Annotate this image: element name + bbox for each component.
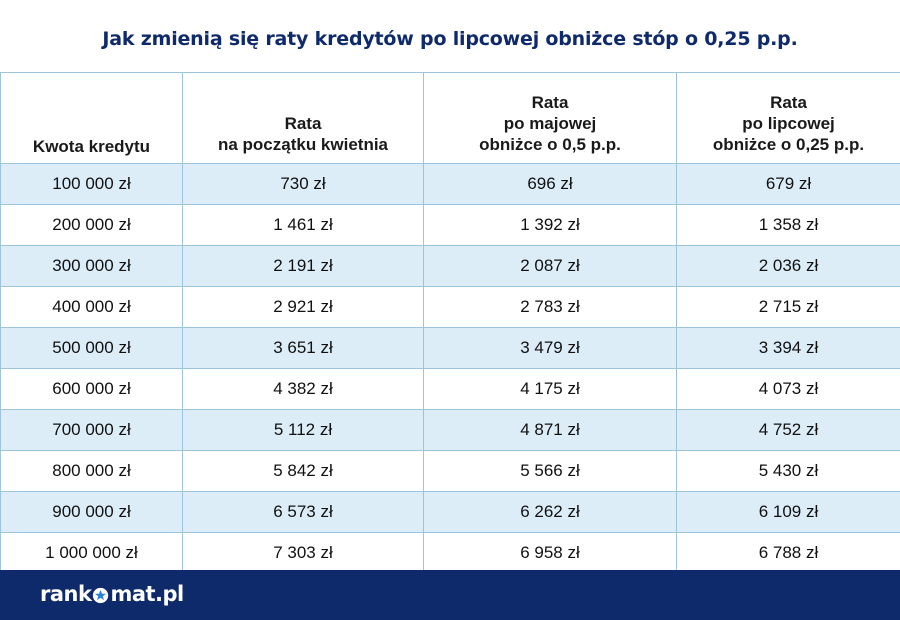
table-row bbox=[1, 533, 900, 574]
cell-loan-amount: 300 000 zł bbox=[1, 246, 183, 287]
cell-rate-may: 3 479 zł bbox=[424, 328, 677, 369]
header-line: na początku kwietnia bbox=[217, 135, 389, 154]
cell-loan-amount: 200 000 zł bbox=[1, 205, 183, 246]
table-row bbox=[1, 410, 900, 451]
table-row bbox=[1, 287, 900, 328]
cell-rate-july: 2 036 zł bbox=[677, 246, 900, 287]
cell-loan-amount: 400 000 zł bbox=[1, 287, 183, 328]
cell-loan-amount: 800 000 zł bbox=[1, 451, 183, 492]
cell-rate-may: 6 262 zł bbox=[424, 492, 677, 533]
header-line: obniżce o 0,5 p.p. bbox=[479, 135, 621, 154]
cell-loan-amount: 100 000 zł bbox=[1, 164, 183, 205]
header-rate-may bbox=[424, 73, 677, 164]
rankomat-logo[interactable] bbox=[40, 582, 184, 606]
cell-rate-april: 3 651 zł bbox=[183, 328, 424, 369]
header-rate-july bbox=[677, 73, 900, 164]
header-line: Rata bbox=[770, 93, 807, 112]
cell-rate-april: 5 112 zł bbox=[183, 410, 424, 451]
cell-rate-april: 5 842 zł bbox=[183, 451, 424, 492]
cell-rate-april: 7 303 zł bbox=[183, 533, 424, 574]
cell-rate-july: 5 430 zł bbox=[677, 451, 900, 492]
cell-loan-amount: 700 000 zł bbox=[1, 410, 183, 451]
table-row bbox=[1, 246, 900, 287]
cell-rate-may: 1 392 zł bbox=[424, 205, 677, 246]
cell-rate-april: 2 921 zł bbox=[183, 287, 424, 328]
cell-rate-april: 730 zł bbox=[183, 164, 424, 205]
page-title: Jak zmienią się raty kredytów po lipcowej obniżce stóp o 0,25 p.p. bbox=[102, 28, 798, 50]
cell-rate-july: 2 715 zł bbox=[677, 287, 900, 328]
table-row bbox=[1, 451, 900, 492]
cell-loan-amount: 500 000 zł bbox=[1, 328, 183, 369]
star-icon bbox=[92, 587, 109, 604]
table-row bbox=[1, 205, 900, 246]
header-loan-amount bbox=[1, 73, 183, 164]
cell-rate-july: 4 073 zł bbox=[677, 369, 900, 410]
table-row bbox=[1, 328, 900, 369]
table-row bbox=[1, 492, 900, 533]
header-line: obniżce o 0,25 p.p. bbox=[712, 135, 865, 154]
cell-rate-july: 3 394 zł bbox=[677, 328, 900, 369]
cell-rate-july: 6 788 zł bbox=[677, 533, 900, 574]
header-line: Rata bbox=[531, 93, 569, 112]
cell-rate-july: 4 752 zł bbox=[677, 410, 900, 451]
cell-rate-may: 2 783 zł bbox=[424, 287, 677, 328]
cell-rate-may: 6 958 zł bbox=[424, 533, 677, 574]
cell-rate-may: 4 871 zł bbox=[424, 410, 677, 451]
loan-rates-table bbox=[0, 72, 900, 574]
cell-rate-may: 2 087 zł bbox=[424, 246, 677, 287]
header-rate-april bbox=[183, 73, 424, 164]
cell-loan-amount: 1 000 000 zł bbox=[1, 533, 183, 574]
cell-loan-amount: 600 000 zł bbox=[1, 369, 183, 410]
cell-rate-april: 6 573 zł bbox=[183, 492, 424, 533]
table-row bbox=[1, 164, 900, 205]
footer-bar bbox=[0, 570, 900, 620]
cell-rate-april: 1 461 zł bbox=[183, 205, 424, 246]
header-line: Rata bbox=[284, 114, 322, 133]
logo-text-suffix: mat.pl bbox=[110, 582, 184, 606]
cell-rate-april: 2 191 zł bbox=[183, 246, 424, 287]
header-line: po majowej bbox=[503, 114, 597, 133]
cell-rate-april: 4 382 zł bbox=[183, 369, 424, 410]
header-line: po lipcowej bbox=[742, 114, 835, 133]
header-line: Kwota kredytu bbox=[32, 137, 151, 156]
cell-rate-july: 6 109 zł bbox=[677, 492, 900, 533]
cell-loan-amount: 900 000 zł bbox=[1, 492, 183, 533]
logo-text-prefix: rank bbox=[40, 582, 92, 606]
cell-rate-july: 679 zł bbox=[677, 164, 900, 205]
table-row bbox=[1, 369, 900, 410]
cell-rate-july: 1 358 zł bbox=[677, 205, 900, 246]
cell-rate-may: 4 175 zł bbox=[424, 369, 677, 410]
cell-rate-may: 5 566 zł bbox=[424, 451, 677, 492]
cell-rate-may: 696 zł bbox=[424, 164, 677, 205]
table-header-row bbox=[1, 73, 900, 164]
